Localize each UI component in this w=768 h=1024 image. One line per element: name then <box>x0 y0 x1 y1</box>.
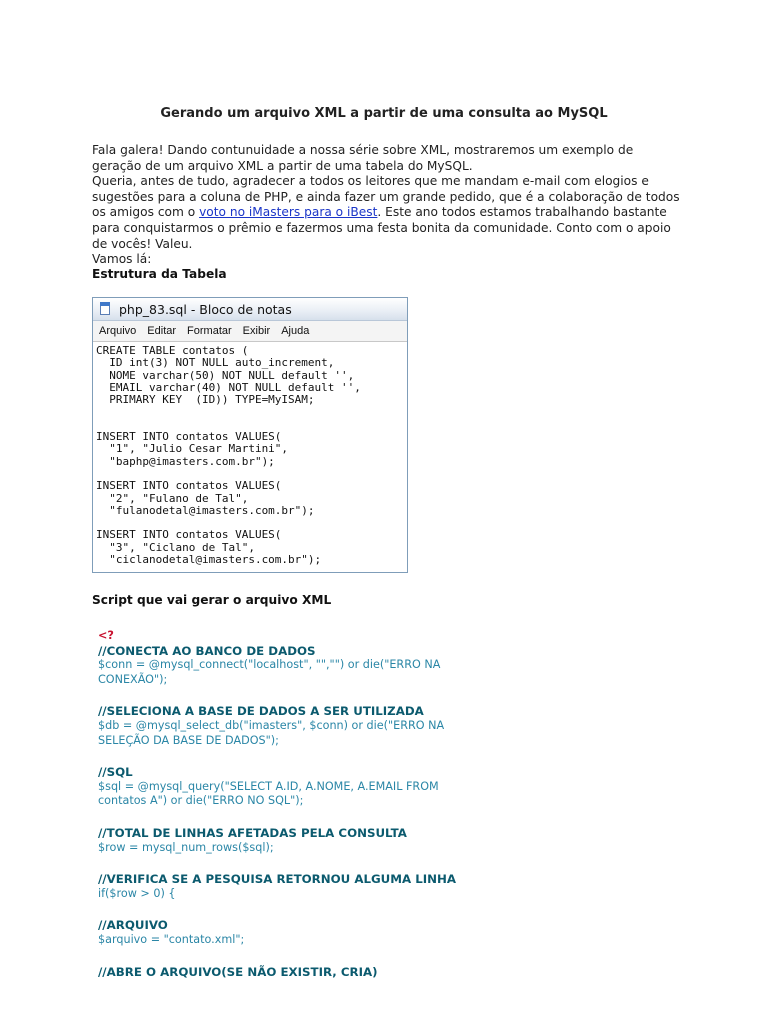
article-title: Gerando um arquivo XML a partir de uma consulta ao MySQL <box>160 106 608 121</box>
php-code-listing <box>98 629 478 979</box>
menu-ajuda: Ajuda <box>281 325 310 337</box>
notepad-titlebar <box>93 298 407 321</box>
intro-paragraph-2 <box>92 174 682 252</box>
sql-code: CREATE TABLE contatos ( ID int(3) NOT NULL auto_increment, NOME varchar(50) NOT NULL default '', EMAIL varchar(40) NOT NULL default '', PRIMARY KEY (ID)) TYPE=MyISAM; INSERT INTO contatos VALUES( "1", "Julio Cesar Martini", "baphp@imasters.com.br"); INSERT INTO contatos VALUES( "2", "Fulano de Tal", "fulanodetal@imasters.com.br"); INSERT INTO contatos VALUES( "3", "Ciclano de Tal", "ciclanodetal@imasters.com.br"); <box>96 344 361 567</box>
notepad-title: php_83.sql - Bloco de notas <box>119 301 292 317</box>
code-comment: //ARQUIVO <box>98 918 168 933</box>
section-heading-table-structure: Estrutura da Tabela <box>92 267 227 281</box>
code-comment: //VERIFICA SE A PESQUISA RETORNOU ALGUMA LINHA <box>98 872 457 887</box>
menu-editar: Editar <box>147 325 177 337</box>
code-line: SELEÇÃO DA BASE DE DADOS"); <box>98 733 279 747</box>
code-comment: //ABRE O ARQUIVO(SE NÃO EXISTIR, CRIA) <box>98 964 378 979</box>
code-line: $row = mysql_num_rows($sql); <box>98 840 274 854</box>
article-intro <box>92 143 682 268</box>
intro-text-after-link: . Este ano todos estamos trabalhando bastante para conquistarmos o prêmio e fazermos uma festa bonita da comunidade. Conto com o apoio de vocês! Valeu. <box>92 205 671 251</box>
code-line: CONEXÃO"); <box>98 672 168 686</box>
code-line: $sql = @mysql_query("SELECT A.ID, A.NOME, A.EMAIL FROM <box>98 779 439 793</box>
code-comment: //SELECIONA A BASE DE DADOS A SER UTILIZADA <box>98 704 424 719</box>
intro-paragraph-1: Fala galera! Dando contunuidade a nossa série sobre XML, mostraremos um exemplo de geração de um arquivo XML a partir de uma tabela do MySQL. <box>92 143 634 173</box>
menu-exibir: Exibir <box>242 325 271 337</box>
notepad-screenshot <box>92 297 408 573</box>
section-heading-script: Script que vai gerar o arquivo XML <box>92 593 332 607</box>
code-comment: //TOTAL DE LINHAS AFETADAS PELA CONSULTA <box>98 825 407 840</box>
notepad-text-area <box>93 342 407 566</box>
code-line: $db = @mysql_select_db("imasters", $conn) or die("ERRO NA <box>98 718 445 732</box>
notepad-icon <box>98 302 112 316</box>
code-line: $arquivo = "contato.xml"; <box>98 932 245 946</box>
ibest-vote-link[interactable]: voto no iMasters para o iBest <box>199 205 378 220</box>
code-comment: //CONECTA AO BANCO DE DADOS <box>98 643 316 658</box>
code-line: $conn = @mysql_connect("localhost", "","") or die("ERRO NA <box>98 658 441 672</box>
code-line: contatos A") or die("ERRO NO SQL"); <box>98 794 304 808</box>
menu-arquivo: Arquivo <box>99 325 137 337</box>
code-line: if($row > 0) { <box>98 886 176 900</box>
code-comment: //SQL <box>98 765 133 780</box>
intro-text-before-link: Queria, antes de tudo, agradecer a todos os leitores que me mandam e-mail com elogios e sugestões para a coluna de PHP, e ainda fazer um grande pedido, que é a colaboração de todos os amigos com o <box>92 174 680 220</box>
notepad-menubar <box>93 321 407 342</box>
php-open-tag: <? <box>98 629 114 642</box>
menu-formatar: Formatar <box>187 325 232 337</box>
intro-paragraph-3: Vamos lá: <box>92 252 152 267</box>
